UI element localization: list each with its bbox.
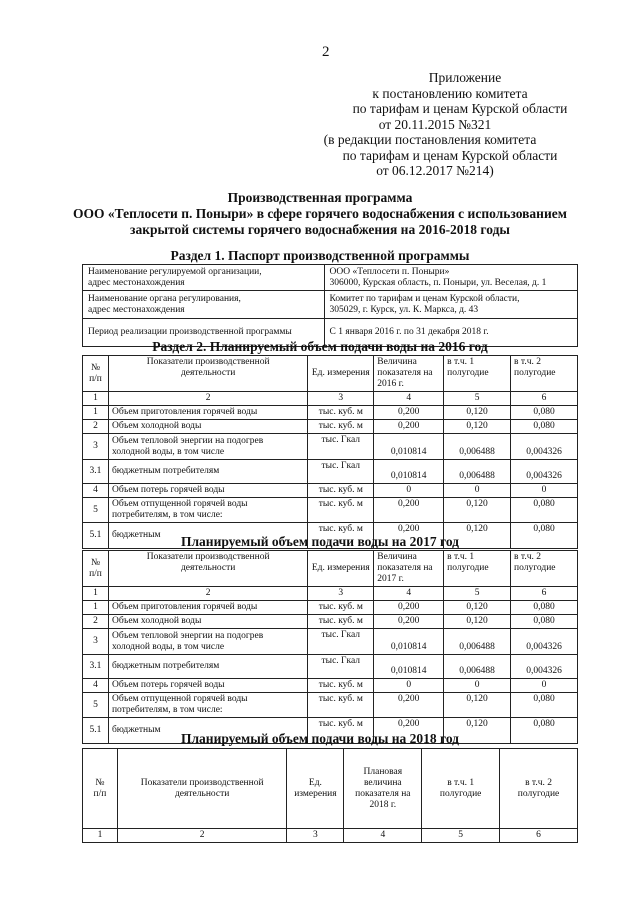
passport-value: ООО «Теплосети п. Поныри» 306000, Курская область, п. Поныри, ул. Веселая, д. 1 — [324, 265, 577, 291]
column-number: 2 — [108, 392, 307, 406]
passport-table — [82, 264, 578, 347]
indicator-name: Объем приготовления горячей воды — [108, 406, 307, 420]
row-number: 4 — [83, 679, 109, 693]
indicator-name: бюджетным — [108, 718, 307, 744]
header-cell: в т.ч. 1 полугодие — [444, 551, 511, 587]
unit-cell: тыс. Гкал — [308, 629, 374, 655]
value-cell: 0,080 — [511, 406, 578, 420]
value-cell: 0,010814 — [374, 434, 444, 460]
table2018-title: Планируемый объем подачи воды на 2018 год — [180, 731, 460, 746]
header-cell: Величина показателя на 2017 г. — [374, 551, 444, 587]
row-number: 5 — [83, 693, 109, 718]
value-cell: 0 — [511, 484, 578, 498]
title-line: ООО «Теплосети п. Поныри» в сфере горячего водоснабжения с использованием — [73, 206, 567, 221]
table2017-title: Планируемый объем подачи воды на 2017 год — [180, 534, 460, 549]
appendix-line: (в редакции постановления комитета — [323, 132, 537, 147]
appendix-line: Приложение — [428, 70, 502, 85]
header-cell: № п/п — [83, 356, 109, 392]
value-cell: 0,200 — [374, 523, 444, 549]
column-number: 2 — [108, 587, 307, 601]
row-number: 1 — [83, 601, 109, 615]
header-cell: Показатели производственной деятельности — [108, 356, 307, 392]
title-line: Производственная программа — [227, 190, 413, 205]
page-number: 2 — [322, 44, 330, 60]
section2-title: Раздел 2. Планируемый объем подачи воды на 2016 год — [152, 339, 488, 354]
column-number: 4 — [344, 829, 422, 843]
volume-table-2018 — [82, 748, 578, 843]
indicator-name: Объем потерь горячей воды — [108, 484, 307, 498]
column-number: 1 — [83, 392, 109, 406]
value-cell: 0,200 — [374, 718, 444, 744]
header-cell: Ед. измерения — [287, 749, 344, 829]
unit-cell: тыс. Гкал — [308, 655, 374, 679]
section1-title: Раздел 1. Паспорт производственной программы — [170, 248, 470, 263]
unit-cell: тыс. Гкал — [308, 434, 374, 460]
indicator-name: бюджетным — [108, 523, 307, 549]
passport-value: С 1 января 2016 г. по 31 декабря 2018 г. — [324, 319, 577, 347]
column-number: 6 — [511, 587, 578, 601]
table-row — [83, 265, 578, 291]
table-row — [83, 420, 578, 434]
header-cell: Величина показателя на 2016 г. — [374, 356, 444, 392]
value-cell: 0,120 — [444, 406, 511, 420]
table-row — [83, 498, 578, 523]
value-cell: 0 — [511, 679, 578, 693]
table-row — [83, 615, 578, 629]
unit-cell: тыс. куб. м — [308, 406, 374, 420]
table-row — [83, 655, 578, 679]
unit-cell: тыс. куб. м — [308, 693, 374, 718]
column-number: 2 — [117, 829, 287, 843]
table-row — [83, 484, 578, 498]
value-cell: 0,080 — [511, 420, 578, 434]
row-number: 3 — [83, 434, 109, 460]
table-row — [83, 629, 578, 655]
title-line: закрытой системы горячего водоснабжения на 2016-2018 годы — [130, 222, 510, 237]
appendix-line: по тарифам и ценам Курской области — [342, 147, 558, 163]
row-number: 5 — [83, 498, 109, 523]
value-cell: 0,080 — [511, 498, 578, 523]
value-cell: 0,006488 — [444, 655, 511, 679]
header-cell: в т.ч. 1 полугодие — [422, 749, 500, 829]
indicator-name: Объем холодной воды — [108, 420, 307, 434]
value-cell: 0,120 — [444, 718, 511, 744]
column-number: 1 — [83, 587, 109, 601]
indicator-name: бюджетным потребителям — [108, 655, 307, 679]
row-number: 5.1 — [83, 718, 109, 744]
passport-value: Комитет по тарифам и ценам Курской области, 305029, г. Курск, ул. К. Маркса, д. 43 — [324, 291, 577, 319]
value-cell: 0 — [374, 484, 444, 498]
unit-cell: тыс. куб. м — [308, 484, 374, 498]
value-cell: 0,200 — [374, 420, 444, 434]
header-cell: Ед. измерения — [308, 551, 374, 587]
appendix-line: от 20.11.2015 №321 — [378, 116, 492, 132]
column-number: 5 — [422, 829, 500, 843]
value-cell: 0,200 — [374, 615, 444, 629]
unit-cell: тыс. куб. м — [308, 498, 374, 523]
row-number: 3.1 — [83, 460, 109, 484]
unit-cell: тыс. куб. м — [308, 601, 374, 615]
value-cell: 0,120 — [444, 601, 511, 615]
row-number: 2 — [83, 420, 109, 434]
column-number: 4 — [374, 392, 444, 406]
header-cell: в т.ч. 2 полугодие — [500, 749, 578, 829]
column-numbers-row — [83, 392, 578, 406]
value-cell: 0 — [444, 679, 511, 693]
column-number: 4 — [374, 587, 444, 601]
table-row — [83, 434, 578, 460]
table-row — [83, 693, 578, 718]
indicator-name: бюджетным потребителям — [108, 460, 307, 484]
passport-label: Период реализации производственной программы — [83, 319, 325, 347]
indicator-name: Объем приготовления горячей воды — [108, 601, 307, 615]
header-cell: в т.ч. 2 полугодие — [511, 356, 578, 392]
value-cell: 0,200 — [374, 601, 444, 615]
appendix-line: к постановлению комитета — [372, 85, 528, 101]
column-number: 6 — [511, 392, 578, 406]
value-cell: 0,006488 — [444, 460, 511, 484]
unit-cell: тыс. куб. м — [308, 615, 374, 629]
header-cell: Плановая величина показателя на 2018 г. — [344, 749, 422, 829]
header-cell: в т.ч. 1 полугодие — [444, 356, 511, 392]
unit-cell: тыс. куб. м — [308, 420, 374, 434]
value-cell: 0 — [444, 484, 511, 498]
value-cell: 0,080 — [511, 601, 578, 615]
value-cell: 0,010814 — [374, 655, 444, 679]
row-number: 5.1 — [83, 523, 109, 549]
value-cell: 0,004326 — [511, 434, 578, 460]
appendix-block — [323, 70, 600, 179]
value-cell: 0,200 — [374, 693, 444, 718]
row-number: 2 — [83, 615, 109, 629]
unit-cell: тыс. куб. м — [308, 718, 374, 744]
table-row — [83, 601, 578, 615]
value-cell: 0,120 — [444, 498, 511, 523]
indicator-name: Объем потерь горячей воды — [108, 679, 307, 693]
row-number: 3 — [83, 629, 109, 655]
passport-label: Наименование органа регулирования, адрес местонахождения — [83, 291, 325, 319]
table-header-row — [83, 749, 578, 829]
column-number: 6 — [500, 829, 578, 843]
value-cell: 0,120 — [444, 420, 511, 434]
value-cell: 0,120 — [444, 523, 511, 549]
column-number: 3 — [287, 829, 344, 843]
indicator-name: Объем тепловой энергии на подогрев холодной воды, в том числе — [108, 434, 307, 460]
unit-cell: тыс. куб. м — [308, 679, 374, 693]
row-number: 1 — [83, 406, 109, 420]
value-cell: 0,080 — [511, 615, 578, 629]
indicator-name: Объем отпущенной горячей воды потребителям, в том числе: — [108, 693, 307, 718]
header-cell: Показатели производственной деятельности — [108, 551, 307, 587]
value-cell: 0,080 — [511, 523, 578, 549]
value-cell: 0,010814 — [374, 629, 444, 655]
header-cell: Показатели производственной деятельности — [117, 749, 287, 829]
column-number: 1 — [83, 829, 118, 843]
header-cell: в т.ч. 2 полугодие — [511, 551, 578, 587]
table-row — [83, 291, 578, 319]
value-cell: 0,200 — [374, 406, 444, 420]
appendix-line: от 06.12.2017 №214) — [376, 163, 494, 178]
value-cell: 0,004326 — [511, 655, 578, 679]
document-title — [40, 190, 600, 238]
value-cell: 0,200 — [374, 498, 444, 523]
passport-label: Наименование регулируемой организации, адрес местонахождения — [83, 265, 325, 291]
value-cell: 0,006488 — [444, 629, 511, 655]
value-cell: 0,006488 — [444, 434, 511, 460]
row-number: 3.1 — [83, 655, 109, 679]
indicator-name: Объем отпущенной горячей воды потребителям, в том числе: — [108, 498, 307, 523]
row-number: 4 — [83, 484, 109, 498]
header-cell: № п/п — [83, 551, 109, 587]
unit-cell: тыс. куб. м — [308, 523, 374, 549]
value-cell: 0,004326 — [511, 460, 578, 484]
value-cell: 0,120 — [444, 615, 511, 629]
column-numbers-row — [83, 587, 578, 601]
table-row — [83, 406, 578, 420]
value-cell: 0,080 — [511, 718, 578, 744]
table-header-row — [83, 551, 578, 587]
indicator-name: Объем тепловой энергии на подогрев холодной воды, в том числе — [108, 629, 307, 655]
header-cell: № п/п — [83, 749, 118, 829]
column-number: 3 — [308, 587, 374, 601]
unit-cell: тыс. Гкал — [308, 460, 374, 484]
column-number: 3 — [308, 392, 374, 406]
volume-table-2017 — [82, 550, 578, 744]
value-cell: 0,010814 — [374, 460, 444, 484]
table-header-row — [83, 356, 578, 392]
volume-table-2016 — [82, 355, 578, 549]
column-number: 5 — [444, 392, 511, 406]
header-cell: Ед. измерения — [308, 356, 374, 392]
indicator-name: Объем холодной воды — [108, 615, 307, 629]
column-numbers-row — [83, 829, 578, 843]
column-number: 5 — [444, 587, 511, 601]
value-cell: 0,080 — [511, 693, 578, 718]
value-cell: 0,120 — [444, 693, 511, 718]
appendix-line: по тарифам и ценам Курской области — [352, 101, 568, 116]
value-cell: 0,004326 — [511, 629, 578, 655]
table-row — [83, 679, 578, 693]
value-cell: 0 — [374, 679, 444, 693]
table-row — [83, 460, 578, 484]
